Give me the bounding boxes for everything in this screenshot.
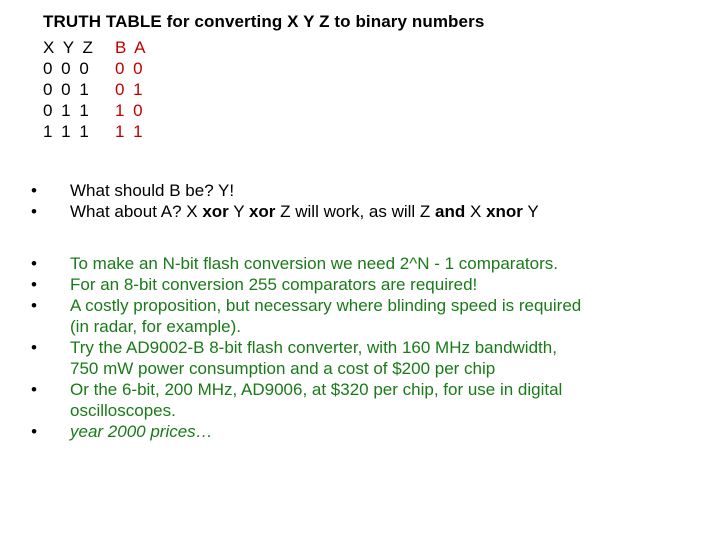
- bullet-text-line: Or the 6-bit, 200 MHz, AD9006, at $320 per chip, for use in digital: [70, 380, 563, 399]
- input-bits: 0 0 0: [43, 59, 91, 78]
- list-item: [27, 180, 539, 201]
- operator-xor: xor: [202, 202, 229, 221]
- text-run: Y: [522, 202, 539, 221]
- list-item: [27, 421, 581, 442]
- list-item: [27, 253, 581, 274]
- list-item: [27, 201, 539, 222]
- truth-table-header: [43, 37, 147, 58]
- bullet-text: year 2000 prices…: [70, 422, 213, 441]
- output-bits: 1 1: [115, 122, 145, 141]
- bullet-text-line: (in radar, for example).: [70, 317, 242, 336]
- bullet-text-line: Try the AD9002-B 8-bit flash converter, with 160 MHz bandwidth,: [70, 338, 557, 357]
- text-run: Z will work, as will Z: [275, 202, 436, 221]
- truth-table-row: [43, 100, 145, 121]
- text-run: What about A? X: [70, 202, 203, 221]
- output-bits: 1 0: [115, 101, 145, 120]
- bullet-icon: •: [31, 422, 37, 441]
- output-header: B A: [115, 38, 148, 57]
- truth-table-row: [43, 121, 145, 142]
- output-bits: 0 1: [115, 80, 145, 99]
- bullet-icon: •: [31, 338, 37, 357]
- operator-xor: xor: [248, 202, 276, 221]
- bullet-text-line: 750 mW power consumption and a cost of $200 per chip: [70, 359, 496, 378]
- input-header: X Y Z: [43, 38, 95, 57]
- slide-title: TRUTH TABLE for converting X Y Z to binary numbers: [43, 12, 485, 31]
- bullet-icon: •: [31, 181, 37, 200]
- operator-xnor: xnor: [486, 202, 523, 221]
- output-bits: 0 0: [115, 59, 145, 78]
- flash-converter-notes: [27, 253, 581, 442]
- operator-and: and: [435, 202, 466, 221]
- list-item: [27, 274, 581, 295]
- input-bits: 0 0 1: [43, 80, 91, 99]
- bullet-text: [70, 202, 539, 221]
- bullet-icon: •: [31, 380, 37, 399]
- truth-table-row: [43, 79, 145, 100]
- bullet-text: What should B be? Y!: [70, 181, 235, 200]
- bullet-icon: •: [31, 275, 37, 294]
- list-item: [27, 337, 581, 379]
- bullet-text: To make an N-bit flash conversion we need 2^N - 1 comparators.: [70, 254, 558, 273]
- bullet-text: For an 8-bit conversion 255 comparators are required!: [70, 275, 478, 294]
- truth-table-row: [43, 58, 145, 79]
- bullet-text-line: A costly proposition, but necessary where blinding speed is required: [70, 296, 582, 315]
- bullet-icon: •: [31, 296, 37, 315]
- input-bits: 0 1 1: [43, 101, 91, 120]
- bullet-text-line: oscilloscopes.: [70, 401, 176, 420]
- text-run: Y: [228, 202, 249, 221]
- bullet-icon: •: [31, 202, 37, 221]
- list-item: [27, 295, 581, 337]
- list-item: [27, 379, 581, 421]
- input-bits: 1 1 1: [43, 122, 91, 141]
- question-list: [27, 180, 539, 222]
- bullet-icon: •: [31, 254, 37, 273]
- text-run: X: [465, 202, 487, 221]
